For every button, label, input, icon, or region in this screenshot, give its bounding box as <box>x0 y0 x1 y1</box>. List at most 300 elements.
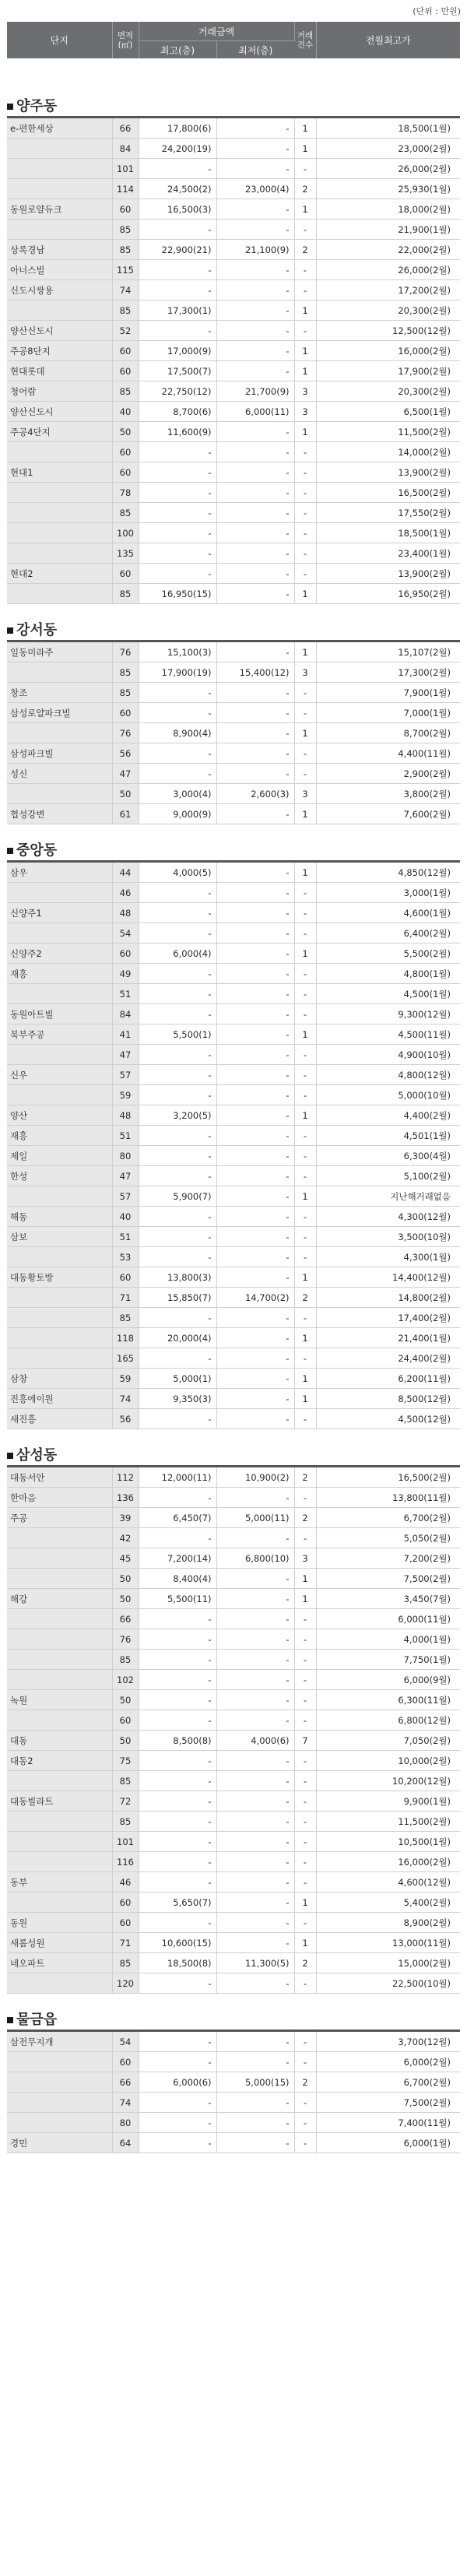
area: 101 <box>112 159 139 179</box>
deal-count: - <box>294 1207 316 1227</box>
deal-count: 1 <box>294 1369 316 1389</box>
min-price: - <box>216 1933 294 1953</box>
table-row <box>7 118 460 139</box>
table-row <box>7 300 460 321</box>
table-row <box>7 1146 460 1166</box>
table-row <box>7 863 460 883</box>
deal-count: - <box>294 1348 316 1369</box>
rent-max: 18,000(2월) <box>316 199 460 220</box>
complex-name: 대동서안 <box>7 1467 112 1488</box>
area: 60 <box>112 564 139 584</box>
complex-name <box>7 1892 112 1913</box>
table-row <box>7 1004 460 1024</box>
table-row <box>7 341 460 361</box>
min-price: 15,400(12) <box>216 662 294 683</box>
table-row <box>7 564 460 584</box>
complex-name: 아너스빌 <box>7 260 112 280</box>
table-row <box>7 280 460 300</box>
rent-max: 9,300(12월) <box>316 1004 460 1024</box>
deal-count: 2 <box>294 1953 316 1973</box>
complex-name <box>7 784 112 804</box>
area: 85 <box>112 1650 139 1670</box>
table-row <box>7 1045 460 1065</box>
rent-max: 6,000(2월) <box>316 2052 460 2072</box>
rent-max: 22,500(10월) <box>316 1973 460 1994</box>
complex-name: 현대1 <box>7 462 112 483</box>
table-row <box>7 1186 460 1207</box>
deal-count: 1 <box>294 1933 316 1953</box>
complex-name: 재흥 <box>7 964 112 984</box>
deal-count: - <box>294 321 316 341</box>
max-price: - <box>139 564 216 584</box>
area: 75 <box>112 1751 139 1771</box>
deal-count: - <box>294 2052 316 2072</box>
min-price: - <box>216 1328 294 1348</box>
complex-name: 재흥 <box>7 1126 112 1146</box>
min-price: - <box>216 1085 294 1105</box>
max-price: - <box>139 964 216 984</box>
table-row <box>7 883 460 903</box>
table-row <box>7 1348 460 1369</box>
complex-name <box>7 1812 112 1832</box>
area: 50 <box>112 1690 139 1710</box>
area: 60 <box>112 703 139 723</box>
complex-name: 해강 <box>7 1589 112 1609</box>
min-price: - <box>216 642 294 662</box>
min-price: - <box>216 1308 294 1328</box>
rent-max: 3,450(7월) <box>316 1589 460 1609</box>
table-row <box>7 1126 460 1146</box>
max-price: - <box>139 1528 216 1548</box>
max-price: 17,300(1) <box>139 300 216 321</box>
deal-count: - <box>294 1973 316 1994</box>
table-row <box>7 1832 460 1852</box>
complex-name <box>7 139 112 159</box>
max-price: 5,000(1) <box>139 1369 216 1389</box>
area: 54 <box>112 2032 139 2052</box>
area: 60 <box>112 361 139 381</box>
area: 85 <box>112 381 139 402</box>
min-price: - <box>216 1146 294 1166</box>
complex-name: 삼전무지개 <box>7 2032 112 2052</box>
area: 48 <box>112 903 139 923</box>
rent-max: 2,900(2월) <box>316 764 460 784</box>
max-price: - <box>139 1126 216 1146</box>
table-row <box>7 642 460 662</box>
table-row <box>7 503 460 523</box>
max-price: - <box>139 2133 216 2153</box>
complex-name: 북부주공 <box>7 1024 112 1045</box>
table-row <box>7 703 460 723</box>
rent-max: 4,400(2월) <box>316 1105 460 1126</box>
max-price: 5,650(7) <box>139 1892 216 1913</box>
min-price: - <box>216 743 294 764</box>
max-price: - <box>139 483 216 503</box>
complex-name <box>7 220 112 240</box>
max-price: - <box>139 1812 216 1832</box>
max-price: 12,000(11) <box>139 1467 216 1488</box>
deal-count: 2 <box>294 240 316 260</box>
area: 84 <box>112 1004 139 1024</box>
min-price: - <box>216 1973 294 1994</box>
table-row <box>7 723 460 743</box>
section-title: 양주동 <box>7 98 57 114</box>
complex-name <box>7 1328 112 1348</box>
table-row <box>7 1670 460 1690</box>
deal-count: - <box>294 903 316 923</box>
complex-name <box>7 1085 112 1105</box>
table-row <box>7 1288 460 1308</box>
complex-name <box>7 984 112 1004</box>
min-price: - <box>216 1690 294 1710</box>
min-price: - <box>216 2093 294 2113</box>
table-row <box>7 2052 460 2072</box>
min-price: - <box>216 1751 294 1771</box>
rent-max: 21,400(1월) <box>316 1328 460 1348</box>
rent-max: 13,900(2월) <box>316 462 460 483</box>
area: 85 <box>112 1308 139 1328</box>
complex-name: 신우 <box>7 1065 112 1085</box>
complex-name <box>7 1548 112 1569</box>
complex-name <box>7 584 112 604</box>
complex-name: 대동빌라트 <box>7 1791 112 1812</box>
rent-max: 16,000(2월) <box>316 1852 460 1872</box>
complex-name: 삼우 <box>7 863 112 883</box>
table-row <box>7 220 460 240</box>
rent-max: 4,000(1월) <box>316 1629 460 1650</box>
min-price: - <box>216 1126 294 1146</box>
min-price: - <box>216 1650 294 1670</box>
area: 85 <box>112 584 139 604</box>
max-price: - <box>139 1308 216 1328</box>
min-price: - <box>216 1913 294 1933</box>
area: 85 <box>112 1953 139 1973</box>
min-price: 6,800(10) <box>216 1548 294 1569</box>
table-row <box>7 1085 460 1105</box>
section-heading <box>7 94 460 116</box>
complex-name: 창조 <box>7 683 112 703</box>
complex-name: 한마음 <box>7 1488 112 1508</box>
area: 60 <box>112 1710 139 1731</box>
complex-name: 동원로얄듀크 <box>7 199 112 220</box>
min-price: - <box>216 1812 294 1832</box>
deal-count: 1 <box>294 300 316 321</box>
table-row <box>7 1852 460 1872</box>
table-row <box>7 2072 460 2093</box>
max-price: 17,000(9) <box>139 341 216 361</box>
rent-max: 4,501(1월) <box>316 1126 460 1146</box>
min-price: - <box>216 1267 294 1288</box>
header-complex: 단지 <box>7 22 112 58</box>
min-price: 5,000(11) <box>216 1508 294 1528</box>
min-price: - <box>216 1045 294 1065</box>
section-title: 물금읍 <box>7 2012 57 2028</box>
area: 54 <box>112 923 139 944</box>
rent-max: 7,600(2월) <box>316 804 460 824</box>
rent-max: 5,000(10월) <box>316 1085 460 1105</box>
deal-count: - <box>294 1913 316 1933</box>
max-price: 17,800(6) <box>139 118 216 139</box>
deal-count: - <box>294 1085 316 1105</box>
deal-count: - <box>294 1670 316 1690</box>
rent-max: 10,500(1월) <box>316 1832 460 1852</box>
rent-max: 6,300(11월) <box>316 1690 460 1710</box>
max-price: 17,900(19) <box>139 662 216 683</box>
deal-count: 1 <box>294 361 316 381</box>
max-price: 22,750(12) <box>139 381 216 402</box>
table-header <box>7 22 460 58</box>
complex-name: 양산신도시 <box>7 402 112 422</box>
table-row <box>7 1467 460 1488</box>
max-price: 22,900(21) <box>139 240 216 260</box>
max-price: - <box>139 543 216 564</box>
min-price: - <box>216 543 294 564</box>
table-row <box>7 422 460 442</box>
complex-name <box>7 300 112 321</box>
deal-count: - <box>294 683 316 703</box>
deal-count: - <box>294 1146 316 1166</box>
deal-count: - <box>294 1488 316 1508</box>
max-price: - <box>139 1227 216 1247</box>
min-price: - <box>216 321 294 341</box>
complex-name <box>7 1569 112 1589</box>
table-row <box>7 584 460 604</box>
deal-count: - <box>294 1812 316 1832</box>
min-price: 11,300(5) <box>216 1953 294 1973</box>
min-price: - <box>216 703 294 723</box>
min-price: - <box>216 1166 294 1186</box>
deal-count: - <box>294 1690 316 1710</box>
table-row <box>7 1751 460 1771</box>
table-row <box>7 159 460 179</box>
complex-name: 삼성파크빌 <box>7 743 112 764</box>
table-row <box>7 2032 460 2052</box>
area: 66 <box>112 2072 139 2093</box>
rent-max: 20,300(2월) <box>316 381 460 402</box>
rent-max: 4,500(11월) <box>316 1024 460 1045</box>
rent-max: 8,700(2월) <box>316 723 460 743</box>
complex-name: 신도시쌍용 <box>7 280 112 300</box>
min-price: - <box>216 442 294 462</box>
complex-name: 청어람 <box>7 381 112 402</box>
area: 47 <box>112 1045 139 1065</box>
complex-name: 경민 <box>7 2133 112 2153</box>
deal-count: 1 <box>294 341 316 361</box>
min-price: - <box>216 503 294 523</box>
area: 60 <box>112 1267 139 1288</box>
complex-name: 녹원 <box>7 1690 112 1710</box>
rent-max: 17,900(2월) <box>316 361 460 381</box>
table-row <box>7 1065 460 1085</box>
complex-name: 현대2 <box>7 564 112 584</box>
complex-name: 삼보 <box>7 1227 112 1247</box>
deal-count: - <box>294 1771 316 1791</box>
min-price: 21,700(9) <box>216 381 294 402</box>
rent-max: 23,400(1월) <box>316 543 460 564</box>
rent-max: 3,700(12월) <box>316 2032 460 2052</box>
complex-name: 대동황토방 <box>7 1267 112 1288</box>
deal-count: 1 <box>294 642 316 662</box>
min-price: - <box>216 1852 294 1872</box>
deal-count: 3 <box>294 381 316 402</box>
min-price: - <box>216 1832 294 1852</box>
complex-name <box>7 1288 112 1308</box>
max-price: 8,700(6) <box>139 402 216 422</box>
min-price: 2,600(3) <box>216 784 294 804</box>
complex-name <box>7 483 112 503</box>
deal-count: - <box>294 1852 316 1872</box>
area: 74 <box>112 1389 139 1409</box>
rent-max: 7,050(2월) <box>316 1731 460 1751</box>
complex-name: 상록경남 <box>7 240 112 260</box>
table-row <box>7 662 460 683</box>
rent-max: 5,400(2월) <box>316 1892 460 1913</box>
area: 50 <box>112 784 139 804</box>
table-row <box>7 1731 460 1751</box>
table-row <box>7 1024 460 1045</box>
rent-max: 6,000(9월) <box>316 1670 460 1690</box>
deal-count: - <box>294 764 316 784</box>
rent-max: 3,000(1월) <box>316 883 460 903</box>
min-price: - <box>216 159 294 179</box>
min-price: - <box>216 422 294 442</box>
min-price: - <box>216 1207 294 1227</box>
rent-max: 7,500(2월) <box>316 1569 460 1589</box>
area: 48 <box>112 1105 139 1126</box>
min-price: 14,700(2) <box>216 1288 294 1308</box>
deal-count: - <box>294 2032 316 2052</box>
min-price: - <box>216 1892 294 1913</box>
complex-name <box>7 1629 112 1650</box>
area: 52 <box>112 321 139 341</box>
max-price: 24,200(19) <box>139 139 216 159</box>
deal-count: - <box>294 1247 316 1267</box>
complex-name <box>7 523 112 543</box>
deal-count: 1 <box>294 118 316 139</box>
deal-count: - <box>294 1751 316 1771</box>
max-price: - <box>139 1629 216 1650</box>
complex-name <box>7 1973 112 1994</box>
min-price: - <box>216 944 294 964</box>
table-row <box>7 1872 460 1892</box>
table-row <box>7 1166 460 1186</box>
deal-count: 1 <box>294 1267 316 1288</box>
table-row <box>7 321 460 341</box>
rent-max: 18,500(1월) <box>316 523 460 543</box>
complex-name: 신양주1 <box>7 903 112 923</box>
apartment-price-table <box>7 22 460 2153</box>
complex-name: 대동2 <box>7 1751 112 1771</box>
max-price: - <box>139 260 216 280</box>
table-row <box>7 1488 460 1508</box>
table-row <box>7 1308 460 1328</box>
area: 66 <box>112 118 139 139</box>
rent-max: 지난해거래없음 <box>316 1186 460 1207</box>
rent-max: 26,000(2월) <box>316 159 460 179</box>
table-row <box>7 199 460 220</box>
rent-max: 24,400(2월) <box>316 1348 460 1369</box>
table-row <box>7 1227 460 1247</box>
table-row <box>7 1892 460 1913</box>
complex-name: 주공 <box>7 1508 112 1528</box>
area: 40 <box>112 1207 139 1227</box>
rent-max: 11,500(2월) <box>316 422 460 442</box>
rent-max: 13,900(2월) <box>316 564 460 584</box>
max-price: 24,500(2) <box>139 179 216 199</box>
min-price: - <box>216 220 294 240</box>
complex-name <box>7 1609 112 1629</box>
max-price: - <box>139 321 216 341</box>
min-price: - <box>216 523 294 543</box>
table-row <box>7 361 460 381</box>
area: 61 <box>112 804 139 824</box>
max-price: 15,100(3) <box>139 642 216 662</box>
area: 60 <box>112 1913 139 1933</box>
table-row <box>7 2093 460 2113</box>
deal-count: 1 <box>294 1569 316 1589</box>
table-row <box>7 1528 460 1548</box>
rent-max: 12,500(12월) <box>316 321 460 341</box>
complex-name: 성신 <box>7 764 112 784</box>
min-price: - <box>216 1589 294 1609</box>
rent-max: 22,000(2월) <box>316 240 460 260</box>
rent-max: 7,200(2월) <box>316 1548 460 1569</box>
table-row <box>7 1913 460 1933</box>
area: 47 <box>112 1166 139 1186</box>
min-price: - <box>216 1369 294 1389</box>
rent-max: 10,200(12월) <box>316 1771 460 1791</box>
rent-max: 4,500(12월) <box>316 1409 460 1429</box>
rent-max: 6,800(12월) <box>316 1710 460 1731</box>
max-price: 6,000(6) <box>139 2072 216 2093</box>
rent-max: 4,300(12월) <box>316 1207 460 1227</box>
deal-count: - <box>294 1045 316 1065</box>
complex-name: 양산 <box>7 1105 112 1126</box>
table-body <box>7 58 460 2153</box>
rent-max: 9,900(1월) <box>316 1791 460 1812</box>
deal-count: 1 <box>294 863 316 883</box>
min-price: - <box>216 1710 294 1731</box>
area: 85 <box>112 1812 139 1832</box>
deal-count: - <box>294 523 316 543</box>
max-price: - <box>139 1913 216 1933</box>
rent-max: 6,300(4월) <box>316 1146 460 1166</box>
deal-count: 2 <box>294 179 316 199</box>
min-price: - <box>216 2113 294 2133</box>
max-price: - <box>139 1247 216 1267</box>
rent-max: 6,400(2월) <box>316 923 460 944</box>
header-deal-amount: 거래금액 <box>139 22 294 41</box>
deal-count: - <box>294 280 316 300</box>
area: 85 <box>112 240 139 260</box>
max-price: - <box>139 1065 216 1085</box>
min-price: - <box>216 1528 294 1548</box>
complex-name <box>7 2113 112 2133</box>
deal-count: - <box>294 1166 316 1186</box>
rent-max: 18,500(1월) <box>316 118 460 139</box>
header-min: 최저(층) <box>216 41 294 59</box>
min-price: - <box>216 1389 294 1409</box>
unit-note: (단위 : 만원) <box>413 6 461 16</box>
header-rent-max: 전월최고가 <box>316 22 460 58</box>
rent-max: 6,700(2월) <box>316 2072 460 2093</box>
rent-max: 4,300(1월) <box>316 1247 460 1267</box>
area: 64 <box>112 2133 139 2153</box>
deal-count: - <box>294 1227 316 1247</box>
max-price: 10,600(15) <box>139 1933 216 1953</box>
area: 85 <box>112 220 139 240</box>
area: 118 <box>112 1328 139 1348</box>
